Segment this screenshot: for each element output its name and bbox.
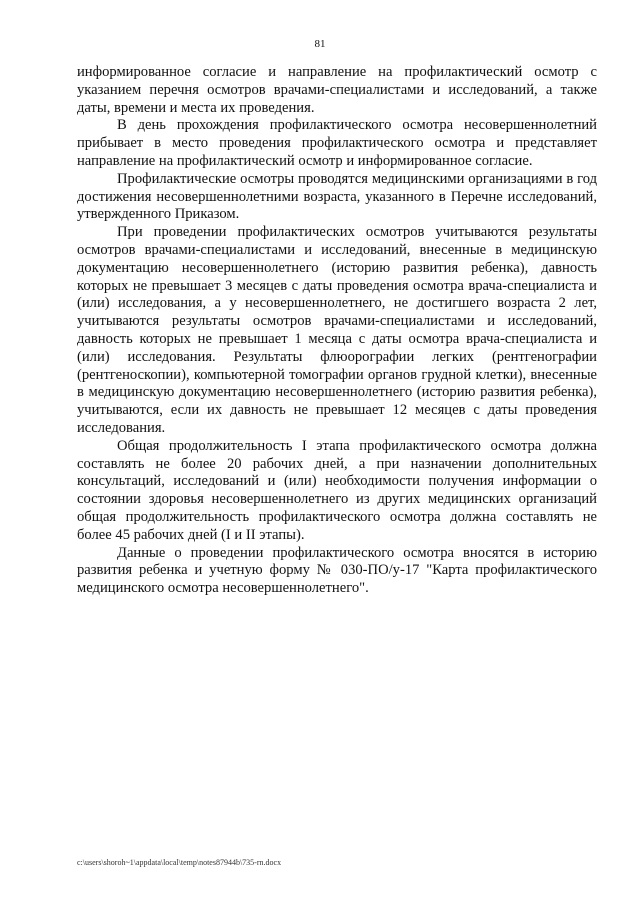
paragraph-consent-continued: информированное согласие и направление на профилактический осмотр с указанием перечня осмотров врачами-специалистами и исследований, а также даты, времени и места их проведения.	[77, 64, 597, 116]
paragraph-records: Данные о проведении профилактического осмотра вносятся в историю развития ребенка и учетную форму № 030-ПО/у-17 "Карта профилактического медицинского осмотра несовершеннолетнего".	[77, 544, 597, 597]
document-body	[77, 64, 597, 598]
paragraph-prior-results: При проведении профилактических осмотров учитываются результаты осмотров врачами-специалистами и исследований, внесенные в медицинскую документацию несовершеннолетнего (историю развития ребенка), давность которых не превышает 3 месяцев с даты проведения осмотра врача-специалиста и (или) исследования, а у несовершеннолетнего, не достигшего возраста 2 лет, учитываются результаты осмотров врачами-специалистами и исследований, давность которых не превышает 1 месяца с даты осмотра врача-специалиста и (или) исследования. Результаты флюорографии легких (рентгенографии (рентгеноскопии), компьютерной томографии органов грудной клетки), внесенные в медицинскую документацию несовершеннолетнего (историю развития ребенка), учитываются, если их давность не превышает 12 месяцев с даты проведения исследования.	[77, 224, 597, 436]
paragraph-exam-day: В день прохождения профилактического осмотра несовершеннолетний прибывает в место проведения профилактического осмотра и представляет направление на профилактический осмотр и информированное согласие.	[77, 117, 597, 169]
paragraph-duration: Общая продолжительность I этапа профилактического осмотра должна составлять не более 20 рабочих дней, а при назначении дополнительных консультаций, исследований и (или) необходимости получения информации о состоянии здоровья несовершеннолетнего из других медицинских организаций общая продолжительность профилактического осмотра должна составлять не более 45 рабочих дней (I и II этапы).	[77, 437, 597, 543]
footer-file-path: c:\users\shoroh~1\appdata\local\temp\notes87944b\735-rn.docx	[77, 858, 282, 867]
paragraph-exam-timing: Профилактические осмотры проводятся медицинскими организациями в год достижения несовершеннолетними возраста, указанного в Перечне исследований, утвержденного Приказом.	[77, 170, 597, 223]
page-number: 81	[314, 38, 326, 50]
